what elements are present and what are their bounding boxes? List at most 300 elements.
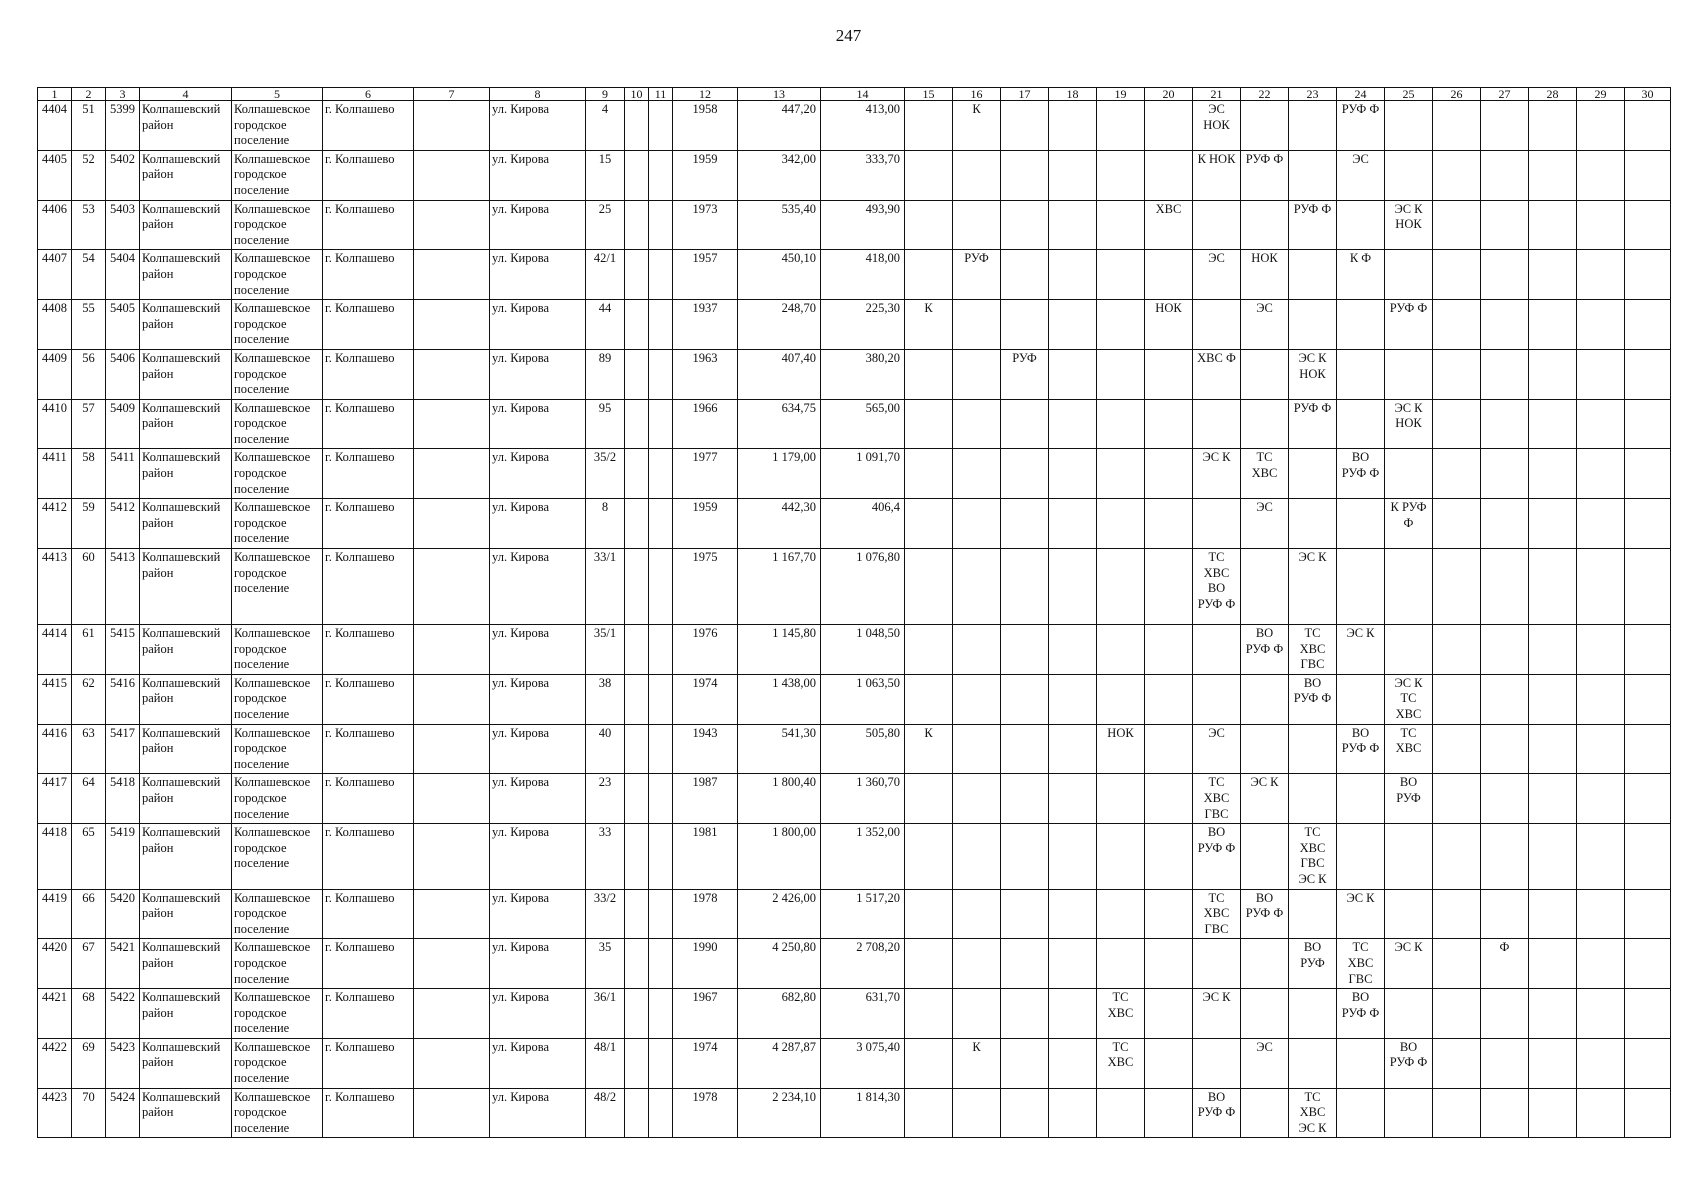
cell-col-23: ВО РУФ: [1289, 939, 1337, 989]
table-row: [38, 625, 1671, 675]
cell-col-30: [1625, 150, 1671, 200]
cell-col-15: [905, 625, 953, 675]
column-header-20: 20: [1145, 88, 1193, 101]
cell-col-12: 1966: [673, 399, 738, 449]
cell-col-23: [1289, 101, 1337, 151]
cell-col-16: [953, 150, 1001, 200]
cell-col-17: [1001, 1088, 1049, 1138]
cell-col-7: [414, 250, 490, 300]
cell-col-6: г. Колпашево: [323, 300, 414, 350]
cell-col-9: 4: [586, 101, 625, 151]
cell-col-27: [1481, 200, 1529, 250]
cell-col-21: ТС ХВС ВО РУФ Ф: [1193, 549, 1241, 625]
cell-col-23: [1289, 449, 1337, 499]
cell-col-12: 1958: [673, 101, 738, 151]
cell-col-10: [625, 549, 649, 625]
cell-col-28: [1529, 1038, 1577, 1088]
cell-col-6: г. Колпашево: [323, 549, 414, 625]
cell-col-6: г. Колпашево: [323, 399, 414, 449]
column-header-15: 15: [905, 88, 953, 101]
cell-col-27: [1481, 101, 1529, 151]
cell-col-29: [1577, 724, 1625, 774]
cell-col-25: К РУФ Ф: [1385, 499, 1433, 549]
cell-col-7: [414, 824, 490, 889]
cell-col-12: 1977: [673, 449, 738, 499]
cell-col-7: [414, 625, 490, 675]
cell-col-1: 4418: [38, 824, 72, 889]
cell-col-7: [414, 774, 490, 824]
cell-col-1: 4415: [38, 674, 72, 724]
cell-col-4: Колпашевский район: [140, 250, 232, 300]
cell-col-29: [1577, 349, 1625, 399]
cell-col-5: Колпашевское городское поселение: [232, 889, 323, 939]
cell-col-9: 44: [586, 300, 625, 350]
cell-col-27: [1481, 889, 1529, 939]
cell-col-24: ЭС К: [1337, 625, 1385, 675]
cell-col-22: [1241, 824, 1289, 889]
cell-col-7: [414, 674, 490, 724]
column-header-13: 13: [738, 88, 821, 101]
cell-col-26: [1433, 889, 1481, 939]
cell-col-24: [1337, 824, 1385, 889]
cell-col-7: [414, 101, 490, 151]
cell-col-25: ЭС К НОК: [1385, 200, 1433, 250]
cell-col-2: 68: [72, 989, 106, 1039]
cell-col-8: ул. Кирова: [490, 939, 586, 989]
cell-col-7: [414, 549, 490, 625]
cell-col-18: [1049, 889, 1097, 939]
column-header-28: 28: [1529, 88, 1577, 101]
cell-col-3: 5417: [106, 724, 140, 774]
cell-col-2: 60: [72, 549, 106, 625]
column-header-17: 17: [1001, 88, 1049, 101]
cell-col-5: Колпашевское городское поселение: [232, 349, 323, 399]
cell-col-12: 1975: [673, 549, 738, 625]
cell-col-8: ул. Кирова: [490, 1088, 586, 1138]
cell-col-24: К Ф: [1337, 250, 1385, 300]
cell-col-6: г. Колпашево: [323, 939, 414, 989]
cell-col-21: [1193, 1038, 1241, 1088]
cell-col-30: [1625, 349, 1671, 399]
cell-col-5: Колпашевское городское поселение: [232, 250, 323, 300]
cell-col-19: [1097, 349, 1145, 399]
cell-col-21: ЭС НОК: [1193, 101, 1241, 151]
table-row: [38, 150, 1671, 200]
cell-col-4: Колпашевский район: [140, 774, 232, 824]
cell-col-12: 1987: [673, 774, 738, 824]
cell-col-25: [1385, 989, 1433, 1039]
cell-col-19: [1097, 250, 1145, 300]
table-row: [38, 724, 1671, 774]
cell-col-3: 5419: [106, 824, 140, 889]
cell-col-22: [1241, 989, 1289, 1039]
cell-col-27: [1481, 549, 1529, 625]
cell-col-15: [905, 549, 953, 625]
cell-col-9: 25: [586, 200, 625, 250]
cell-col-5: Колпашевское городское поселение: [232, 724, 323, 774]
cell-col-7: [414, 349, 490, 399]
cell-col-29: [1577, 674, 1625, 724]
cell-col-26: [1433, 989, 1481, 1039]
cell-col-8: ул. Кирова: [490, 625, 586, 675]
cell-col-19: ТС ХВС: [1097, 989, 1145, 1039]
cell-col-5: Колпашевское городское поселение: [232, 1038, 323, 1088]
cell-col-26: [1433, 200, 1481, 250]
cell-col-17: [1001, 939, 1049, 989]
cell-col-14: 406,4: [821, 499, 905, 549]
column-header-2: 2: [72, 88, 106, 101]
cell-col-7: [414, 989, 490, 1039]
cell-col-27: [1481, 1088, 1529, 1138]
cell-col-20: [1145, 399, 1193, 449]
cell-col-28: [1529, 625, 1577, 675]
cell-col-12: 1937: [673, 300, 738, 350]
table-row: [38, 989, 1671, 1039]
cell-col-13: 1 179,00: [738, 449, 821, 499]
cell-col-14: 225,30: [821, 300, 905, 350]
cell-col-7: [414, 150, 490, 200]
cell-col-28: [1529, 349, 1577, 399]
cell-col-16: [953, 399, 1001, 449]
cell-col-13: 2 426,00: [738, 889, 821, 939]
cell-col-21: ВО РУФ Ф: [1193, 824, 1241, 889]
column-header-12: 12: [673, 88, 738, 101]
cell-col-26: [1433, 1038, 1481, 1088]
cell-col-24: [1337, 549, 1385, 625]
cell-col-22: [1241, 399, 1289, 449]
cell-col-6: г. Колпашево: [323, 449, 414, 499]
cell-col-13: 1 800,00: [738, 824, 821, 889]
cell-col-2: 55: [72, 300, 106, 350]
cell-col-25: ТС ХВС: [1385, 724, 1433, 774]
cell-col-1: 4412: [38, 499, 72, 549]
cell-col-14: 1 517,20: [821, 889, 905, 939]
cell-col-16: [953, 1088, 1001, 1138]
cell-col-22: [1241, 724, 1289, 774]
cell-col-24: РУФ Ф: [1337, 101, 1385, 151]
cell-col-18: [1049, 200, 1097, 250]
cell-col-1: 4422: [38, 1038, 72, 1088]
cell-col-28: [1529, 549, 1577, 625]
cell-col-24: [1337, 300, 1385, 350]
cell-col-12: 1974: [673, 674, 738, 724]
cell-col-24: [1337, 774, 1385, 824]
cell-col-8: ул. Кирова: [490, 349, 586, 399]
cell-col-20: [1145, 150, 1193, 200]
cell-col-11: [649, 989, 673, 1039]
cell-col-1: 4411: [38, 449, 72, 499]
cell-col-29: [1577, 1038, 1625, 1088]
cell-col-25: [1385, 349, 1433, 399]
cell-col-28: [1529, 939, 1577, 989]
cell-col-13: 4 287,87: [738, 1038, 821, 1088]
cell-col-22: НОК: [1241, 250, 1289, 300]
column-header-6: 6: [323, 88, 414, 101]
cell-col-13: 2 234,10: [738, 1088, 821, 1138]
column-header-5: 5: [232, 88, 323, 101]
cell-col-22: [1241, 674, 1289, 724]
cell-col-18: [1049, 1088, 1097, 1138]
cell-col-28: [1529, 150, 1577, 200]
cell-col-10: [625, 250, 649, 300]
cell-col-12: 1959: [673, 150, 738, 200]
cell-col-28: [1529, 449, 1577, 499]
cell-col-4: Колпашевский район: [140, 499, 232, 549]
cell-col-19: [1097, 774, 1145, 824]
cell-col-7: [414, 724, 490, 774]
cell-col-22: [1241, 349, 1289, 399]
cell-col-14: 1 814,30: [821, 1088, 905, 1138]
cell-col-1: 4423: [38, 1088, 72, 1138]
cell-col-28: [1529, 200, 1577, 250]
cell-col-1: 4421: [38, 989, 72, 1039]
cell-col-20: [1145, 625, 1193, 675]
cell-col-28: [1529, 399, 1577, 449]
cell-col-4: Колпашевский район: [140, 449, 232, 499]
cell-col-12: 1978: [673, 889, 738, 939]
cell-col-24: ЭС К: [1337, 889, 1385, 939]
cell-col-4: Колпашевский район: [140, 674, 232, 724]
cell-col-23: ТС ХВС ЭС К: [1289, 1088, 1337, 1138]
cell-col-6: г. Колпашево: [323, 724, 414, 774]
table-row: [38, 250, 1671, 300]
cell-col-28: [1529, 1088, 1577, 1138]
cell-col-30: [1625, 889, 1671, 939]
cell-col-16: [953, 939, 1001, 989]
cell-col-30: [1625, 200, 1671, 250]
cell-col-10: [625, 101, 649, 151]
cell-col-10: [625, 774, 649, 824]
cell-col-11: [649, 724, 673, 774]
table-row: [38, 549, 1671, 625]
cell-col-16: [953, 824, 1001, 889]
cell-col-11: [649, 499, 673, 549]
cell-col-29: [1577, 200, 1625, 250]
cell-col-14: 1 360,70: [821, 774, 905, 824]
cell-col-6: г. Колпашево: [323, 989, 414, 1039]
cell-col-19: [1097, 101, 1145, 151]
cell-col-26: [1433, 349, 1481, 399]
cell-col-12: 1978: [673, 1088, 738, 1138]
cell-col-21: ТС ХВС ГВС: [1193, 774, 1241, 824]
cell-col-8: ул. Кирова: [490, 101, 586, 151]
cell-col-23: [1289, 889, 1337, 939]
cell-col-21: [1193, 939, 1241, 989]
cell-col-17: [1001, 824, 1049, 889]
cell-col-7: [414, 499, 490, 549]
cell-col-17: [1001, 101, 1049, 151]
cell-col-21: [1193, 399, 1241, 449]
cell-col-30: [1625, 939, 1671, 989]
cell-col-27: [1481, 449, 1529, 499]
cell-col-20: [1145, 724, 1193, 774]
cell-col-20: [1145, 349, 1193, 399]
cell-col-18: [1049, 549, 1097, 625]
cell-col-4: Колпашевский район: [140, 889, 232, 939]
cell-col-3: 5424: [106, 1088, 140, 1138]
cell-col-19: [1097, 674, 1145, 724]
cell-col-23: [1289, 1038, 1337, 1088]
cell-col-22: ВО РУФ Ф: [1241, 625, 1289, 675]
cell-col-2: 69: [72, 1038, 106, 1088]
cell-col-25: [1385, 150, 1433, 200]
cell-col-20: [1145, 250, 1193, 300]
cell-col-8: ул. Кирова: [490, 200, 586, 250]
cell-col-17: [1001, 549, 1049, 625]
cell-col-5: Колпашевское городское поселение: [232, 449, 323, 499]
table-row: [38, 1088, 1671, 1138]
cell-col-2: 63: [72, 724, 106, 774]
cell-col-17: [1001, 989, 1049, 1039]
cell-col-16: [953, 300, 1001, 350]
cell-col-3: 5405: [106, 300, 140, 350]
cell-col-24: ВО РУФ Ф: [1337, 449, 1385, 499]
cell-col-29: [1577, 150, 1625, 200]
column-header-7: 7: [414, 88, 490, 101]
cell-col-27: [1481, 674, 1529, 724]
cell-col-2: 58: [72, 449, 106, 499]
cell-col-10: [625, 150, 649, 200]
cell-col-24: [1337, 200, 1385, 250]
cell-col-12: 1957: [673, 250, 738, 300]
cell-col-22: ЭС: [1241, 499, 1289, 549]
column-header-9: 9: [586, 88, 625, 101]
cell-col-8: ул. Кирова: [490, 674, 586, 724]
cell-col-28: [1529, 989, 1577, 1039]
cell-col-8: ул. Кирова: [490, 300, 586, 350]
cell-col-1: 4404: [38, 101, 72, 151]
cell-col-22: РУФ Ф: [1241, 150, 1289, 200]
cell-col-23: РУФ Ф: [1289, 200, 1337, 250]
cell-col-27: [1481, 625, 1529, 675]
cell-col-19: [1097, 150, 1145, 200]
cell-col-10: [625, 889, 649, 939]
cell-col-8: ул. Кирова: [490, 150, 586, 200]
cell-col-8: ул. Кирова: [490, 824, 586, 889]
cell-col-23: [1289, 300, 1337, 350]
cell-col-11: [649, 549, 673, 625]
cell-col-26: [1433, 939, 1481, 989]
cell-col-19: [1097, 625, 1145, 675]
cell-col-9: 36/1: [586, 989, 625, 1039]
table-row: [38, 499, 1671, 549]
column-header-11: 11: [649, 88, 673, 101]
cell-col-17: [1001, 300, 1049, 350]
cell-col-22: [1241, 200, 1289, 250]
table-row: [38, 101, 1671, 151]
cell-col-27: [1481, 989, 1529, 1039]
cell-col-20: [1145, 449, 1193, 499]
cell-col-10: [625, 625, 649, 675]
cell-col-13: 634,75: [738, 399, 821, 449]
cell-col-25: ЭС К: [1385, 939, 1433, 989]
cell-col-14: 1 352,00: [821, 824, 905, 889]
cell-col-22: [1241, 549, 1289, 625]
cell-col-27: [1481, 724, 1529, 774]
cell-col-11: [649, 250, 673, 300]
cell-col-22: [1241, 101, 1289, 151]
cell-col-13: 342,00: [738, 150, 821, 200]
cell-col-11: [649, 449, 673, 499]
cell-col-30: [1625, 625, 1671, 675]
cell-col-24: [1337, 499, 1385, 549]
cell-col-20: [1145, 549, 1193, 625]
cell-col-29: [1577, 939, 1625, 989]
cell-col-6: г. Колпашево: [323, 1038, 414, 1088]
cell-col-19: [1097, 889, 1145, 939]
cell-col-15: [905, 674, 953, 724]
cell-col-14: 380,20: [821, 349, 905, 399]
cell-col-13: 442,30: [738, 499, 821, 549]
cell-col-19: ТС ХВС: [1097, 1038, 1145, 1088]
cell-col-18: [1049, 449, 1097, 499]
cell-col-9: 48/2: [586, 1088, 625, 1138]
cell-col-29: [1577, 250, 1625, 300]
cell-col-14: 1 076,80: [821, 549, 905, 625]
cell-col-25: [1385, 824, 1433, 889]
cell-col-13: 535,40: [738, 200, 821, 250]
cell-col-26: [1433, 499, 1481, 549]
cell-col-9: 33/1: [586, 549, 625, 625]
cell-col-29: [1577, 101, 1625, 151]
cell-col-10: [625, 1038, 649, 1088]
cell-col-12: 1990: [673, 939, 738, 989]
cell-col-2: 53: [72, 200, 106, 250]
cell-col-19: [1097, 549, 1145, 625]
cell-col-19: [1097, 399, 1145, 449]
cell-col-9: 23: [586, 774, 625, 824]
cell-col-24: ТС ХВС ГВС: [1337, 939, 1385, 989]
cell-col-13: 450,10: [738, 250, 821, 300]
cell-col-2: 66: [72, 889, 106, 939]
cell-col-29: [1577, 889, 1625, 939]
cell-col-16: [953, 200, 1001, 250]
cell-col-16: К: [953, 1038, 1001, 1088]
column-number-header: [38, 88, 1671, 101]
table-row: [38, 889, 1671, 939]
cell-col-1: 4419: [38, 889, 72, 939]
cell-col-25: ВО РУФ Ф: [1385, 1038, 1433, 1088]
cell-col-13: 447,20: [738, 101, 821, 151]
cell-col-21: [1193, 625, 1241, 675]
cell-col-11: [649, 824, 673, 889]
column-header-22: 22: [1241, 88, 1289, 101]
cell-col-4: Колпашевский район: [140, 989, 232, 1039]
cell-col-2: 64: [72, 774, 106, 824]
cell-col-16: РУФ: [953, 250, 1001, 300]
table-row: [38, 399, 1671, 449]
cell-col-3: 5404: [106, 250, 140, 300]
cell-col-23: [1289, 989, 1337, 1039]
cell-col-5: Колпашевское городское поселение: [232, 399, 323, 449]
cell-col-17: [1001, 1038, 1049, 1088]
cell-col-19: [1097, 449, 1145, 499]
cell-col-11: [649, 349, 673, 399]
cell-col-4: Колпашевский район: [140, 724, 232, 774]
cell-col-6: г. Колпашево: [323, 250, 414, 300]
cell-col-18: [1049, 724, 1097, 774]
cell-col-9: 33: [586, 824, 625, 889]
table-row: [38, 300, 1671, 350]
cell-col-10: [625, 989, 649, 1039]
cell-col-25: РУФ Ф: [1385, 300, 1433, 350]
cell-col-7: [414, 1088, 490, 1138]
cell-col-9: 35: [586, 939, 625, 989]
cell-col-3: 5399: [106, 101, 140, 151]
cell-col-8: ул. Кирова: [490, 250, 586, 300]
cell-col-8: ул. Кирова: [490, 889, 586, 939]
cell-col-6: г. Колпашево: [323, 499, 414, 549]
